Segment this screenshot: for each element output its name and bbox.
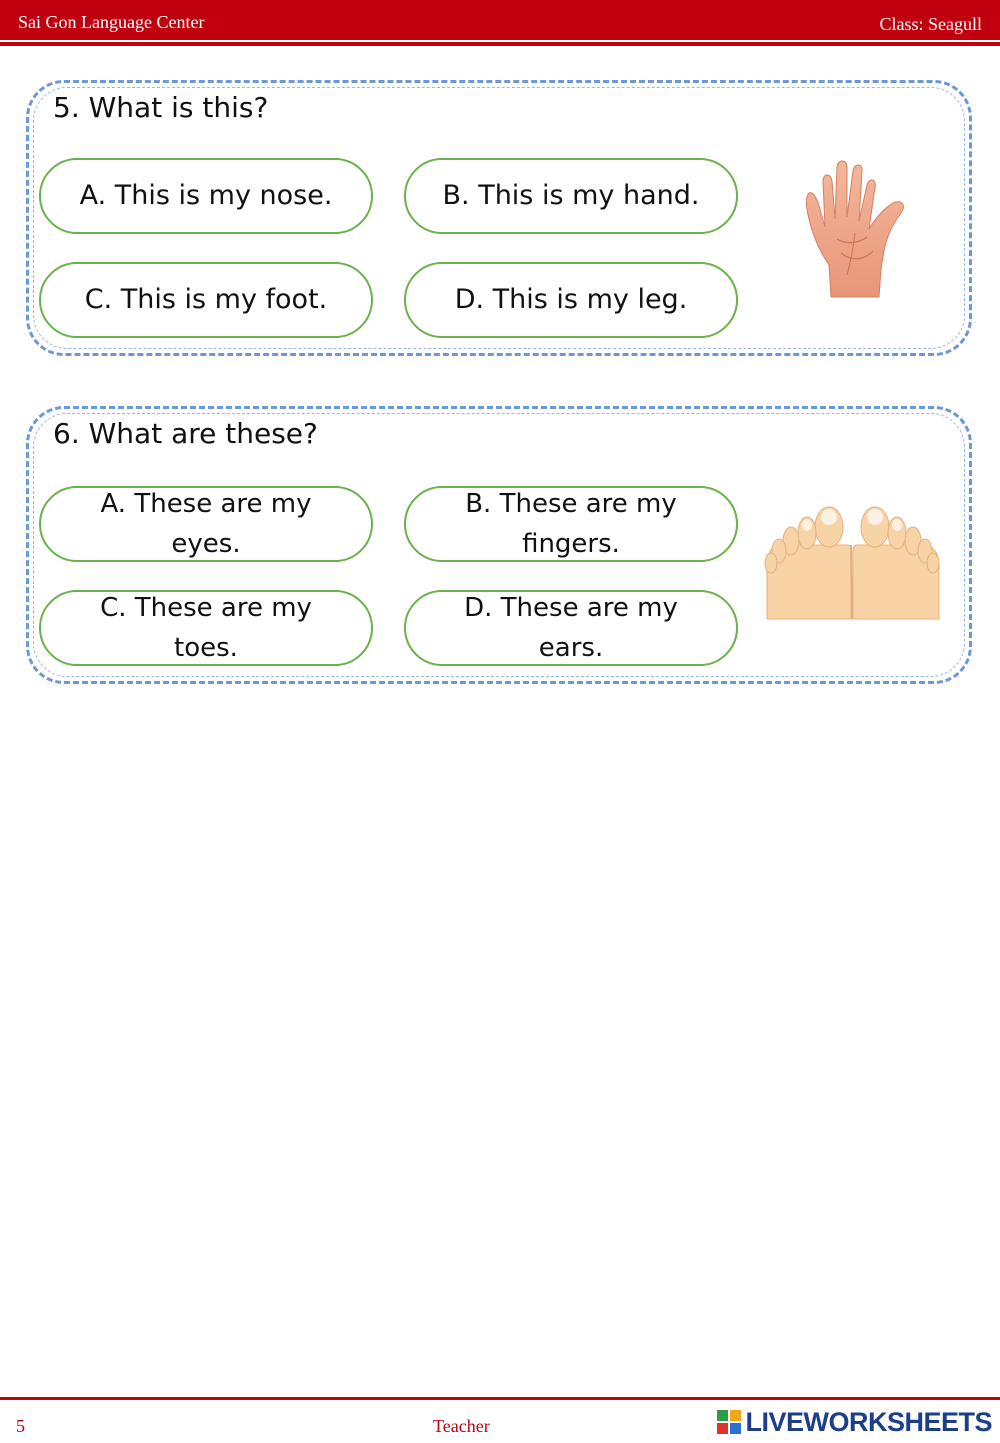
option-c-button[interactable]: C. These are my toes.	[39, 590, 373, 666]
feet-image	[763, 505, 943, 621]
option-a-button[interactable]: A. This is my nose.	[39, 158, 373, 234]
option-d-button[interactable]: D. These are my ears.	[404, 590, 738, 666]
question-title: 5. What is this?	[53, 91, 269, 124]
brand-name: LIVEWORKSHEETS	[745, 1406, 992, 1437]
question-6-box	[26, 406, 972, 684]
option-a-button[interactable]: A. These are my eyes.	[39, 486, 373, 562]
footer-divider	[0, 1397, 1000, 1400]
option-c-button[interactable]: C. This is my foot.	[39, 262, 373, 338]
school-name: Sai Gon Language Center	[18, 12, 205, 32]
hand-image	[801, 157, 915, 301]
page-number: 5	[16, 1416, 25, 1436]
liveworksheets-logo	[717, 1406, 992, 1438]
class-label: Class: Seagull	[879, 14, 982, 34]
teacher-label: Teacher	[433, 1416, 490, 1436]
header-divider	[0, 42, 1000, 46]
page-header	[0, 0, 1000, 40]
option-d-button[interactable]: D. This is my leg.	[404, 262, 738, 338]
question-5-box	[26, 80, 972, 356]
option-b-button[interactable]: B. This is my hand.	[404, 158, 738, 234]
option-b-button[interactable]: B. These are my fingers.	[404, 486, 738, 562]
liveworksheets-logo-icon	[717, 1410, 741, 1434]
question-title: 6. What are these?	[53, 417, 318, 450]
